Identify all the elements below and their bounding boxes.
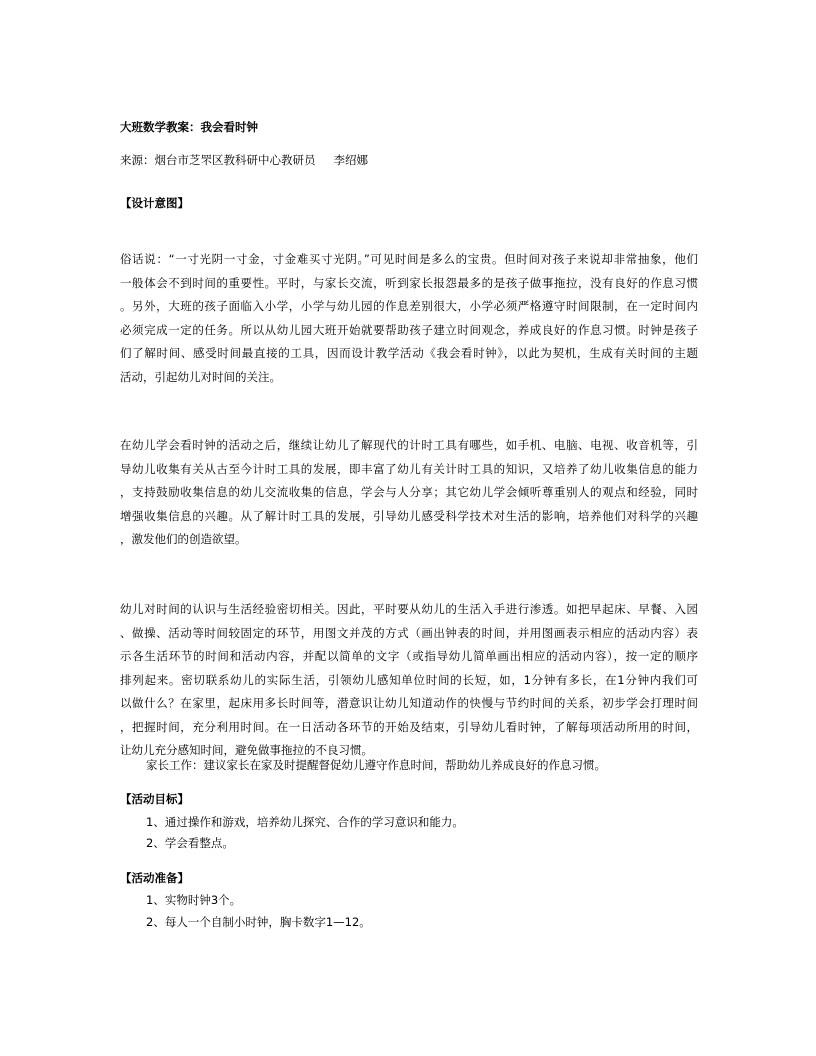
paragraph-line: 以做什么？在家里，起床用多长时间等，潜意识让幼儿知道动作的快慢与节约时间的关系，初步学会打理时间 — [120, 696, 698, 710]
prep-item: 2、每人一个自制小时钟，胸卡数字1—12。 — [146, 915, 371, 929]
design-paragraph-1 — [120, 248, 698, 389]
paragraph-line: 活动，引起幼儿对时间的关注。 — [120, 369, 281, 384]
prep-item: 1、实物时钟3个。 — [146, 893, 242, 907]
paragraph-line: 必须完成一定的任务。所以从幼儿园大班开始就要帮助孩子建立时间观念，养成良好的作息习惯。时钟是孩子 — [120, 322, 698, 337]
parent-work-line: 家长工作：建议家长在家及时提醒督促幼儿遵守作息时间，帮助幼儿养成良好的作息习惯。 — [146, 758, 606, 772]
paragraph-line: 们了解时间、感受时间最直接的工具，因而设计教学活动《我会看时钟》，以此为契机，生成有关时间的主题 — [120, 346, 698, 360]
paragraph-line: 排列起来。密切联系幼儿的实际生活，引领幼儿感知单位时间的长短，如，1分钟有多长，在1分钟内我们可 — [120, 672, 698, 687]
paragraph-line: 、做操、活动等时间较固定的环节，用图文并茂的方式（画出钟表的时间，并用图画表示相应的活动内容）表 — [120, 625, 698, 640]
paragraph-line: 一般体会不到时间的重要性。平时，与家长交流，听到家长报怨最多的是孩子做事拖拉，没有良好的作息习惯 — [120, 275, 698, 290]
design-paragraph-3 — [120, 598, 698, 763]
paragraph-line: 增强收集信息的兴趣。从了解计时工具的发展，引导幼儿感受科学技术对生活的影响，培养他们对科学的兴趣 — [120, 508, 698, 523]
paragraph-line: 在幼儿学会看时钟的活动之后，继续让幼儿了解现代的计时工具有哪些，如手机、电脑、电视、收音机等，引 — [120, 438, 698, 452]
source-line — [120, 152, 368, 168]
paragraph-line: ，支持鼓励收集信息的幼儿交流收集的信息，学会与人分享；其它幼儿学会倾听尊重别人的观点和经验，同时 — [120, 485, 698, 499]
paragraph-line: 幼儿对时间的认识与生活经验密切相关。因此，平时要从幼儿的生活入手进行渗透。如把早起床、早餐、入园 — [120, 602, 698, 616]
design-paragraph-2 — [120, 434, 698, 552]
paragraph-line: ，激发他们的创造欲望。 — [120, 532, 247, 546]
goal-item: 1、通过操作和游戏，培养幼儿探究、合作的学习意识和能力。 — [146, 815, 464, 829]
activity-prep-heading: 【活动准备】 — [120, 871, 189, 885]
activity-goals-heading: 【活动目标】 — [120, 792, 189, 806]
paragraph-line: ，把握时间，充分利用时间。在一日活动各环节的开始及结束，引导幼儿看时钟，了解每项活动所用的时间， — [120, 719, 698, 734]
goal-item: 2、学会看整点。 — [146, 836, 234, 850]
document-title: 大班数学教案：我会看时钟 — [120, 120, 258, 134]
source-author: 李绍娜 — [333, 153, 368, 167]
paragraph-line: 。另外，大班的孩子面临入小学，小学与幼儿园的作息差别很大，小学必须严格遵守时间限制，在一定时间内 — [120, 299, 698, 313]
paragraph-line: 导幼儿收集有关从古至今计时工具的发展，即丰富了幼儿有关计时工具的知识，又培养了幼儿收集信息的能力 — [120, 461, 698, 476]
paragraph-line: 示各生活环节的时间和活动内容，并配以简单的文字（或指导幼儿简单画出相应的活动内容），按一定的顺序 — [120, 649, 698, 663]
source-label: 来源：烟台市芝罘区教科研中心教研员 — [120, 153, 316, 167]
design-intent-heading: 【设计意图】 — [120, 196, 189, 210]
paragraph-line: 让幼儿充分感知时间，避免做事拖拉的不良习惯。 — [120, 743, 373, 757]
paragraph-line: 俗话说：“一寸光阴一寸金，寸金难买寸光阴。”可见时间是多么的宝贵。但时间对孩子来说却非常抽象，他们 — [120, 252, 698, 266]
